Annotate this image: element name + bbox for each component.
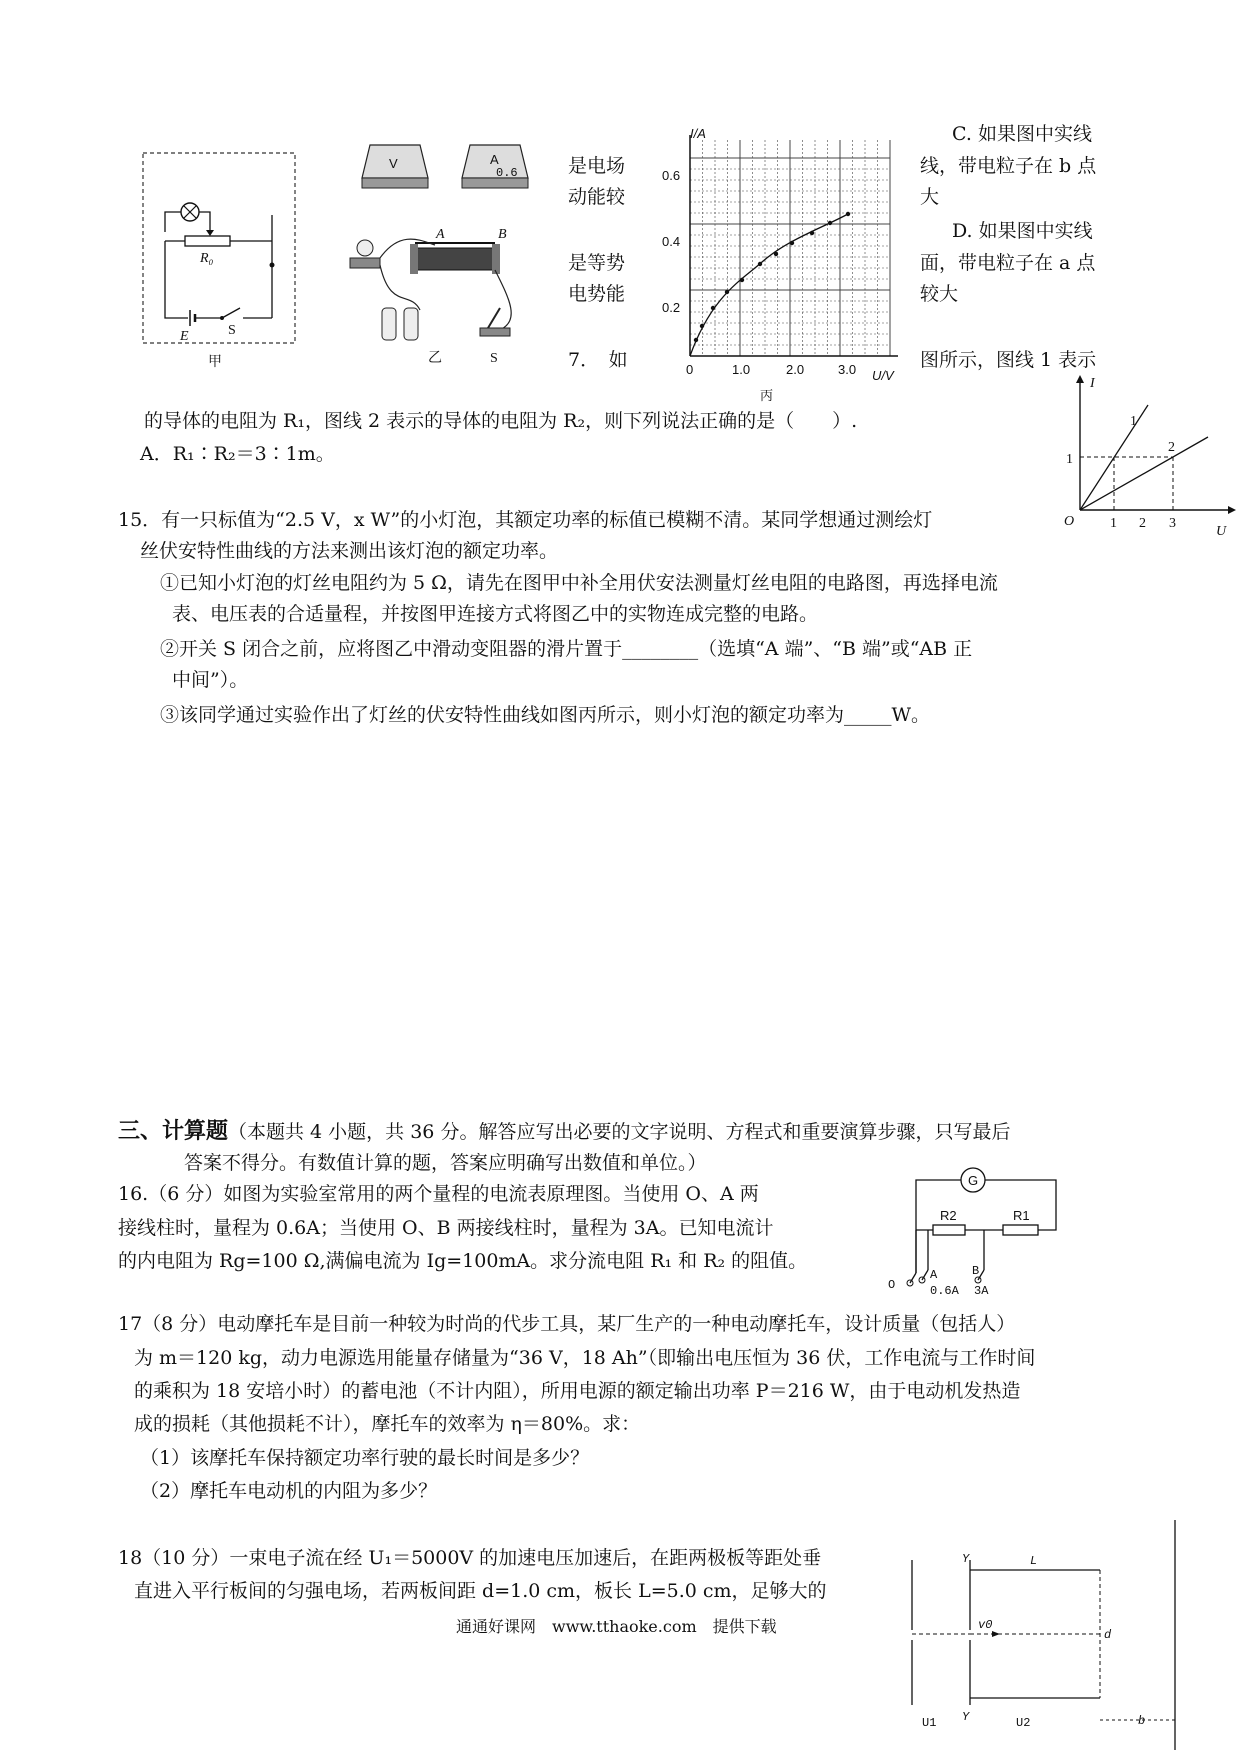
q15-line-6: 中间”）。 xyxy=(172,669,249,691)
svg-text:U2: U2 xyxy=(1016,1716,1031,1730)
svg-text:B: B xyxy=(972,1264,980,1278)
fragment-right-4: D. 如果图中实线 xyxy=(952,220,1093,242)
figure-yi-apparatus xyxy=(340,140,540,370)
q15-line-4: 表、电压表的合适量程，并按图甲连接方式将图乙中的实物连成完整的电路。 xyxy=(172,603,819,625)
data-point xyxy=(700,324,704,328)
rheostat-icon xyxy=(410,227,507,274)
fragment-right-2: 线，带电粒子在 b 点 xyxy=(920,155,1097,177)
svg-text:1: 1 xyxy=(1066,452,1073,467)
q16-line-2: 接线柱时，量程为 0.6A；当使用 O、B 两接线柱时，量程为 3A。已知电流计 xyxy=(118,1217,774,1239)
q18-line-1: 18（10 分）一束电子流在经 U₁＝5000V 的加速电压加速后，在距两极板等距处垂 xyxy=(118,1547,822,1569)
resistor-r1 xyxy=(1003,1225,1038,1235)
svg-text:2.0: 2.0 xyxy=(786,362,805,377)
svg-text:B: B xyxy=(498,227,507,242)
data-point xyxy=(790,241,794,245)
q15-line-2: 丝伏安特性曲线的方法来测出该灯泡的额定功率。 xyxy=(140,540,559,562)
svg-text:0.6: 0.6 xyxy=(662,168,681,183)
svg-text:0.6: 0.6 xyxy=(496,166,518,180)
svg-text:R2: R2 xyxy=(940,1208,957,1223)
svg-text:Y: Y xyxy=(962,1552,970,1566)
q17-line-3: 的乘积为 18 安培小时）的蓄电池（不计内阻），所用电源的额定输出功率 P＝216 W，由于电动机发热造 xyxy=(134,1380,1021,1402)
svg-text:2: 2 xyxy=(1168,440,1175,455)
section-3-line-2: 答案不得分。有数值计算的题，答案应明确写出数值和单位。） xyxy=(184,1152,707,1174)
svg-text:甲: 甲 xyxy=(208,355,222,370)
rheostat-r0 xyxy=(185,236,230,246)
svg-text:3A: 3A xyxy=(974,1284,989,1298)
svg-text:R₀: R₀ xyxy=(200,251,214,266)
ammeter-icon xyxy=(462,145,528,188)
q17-line-6: （2）摩托车电动机的内阻为多少？ xyxy=(140,1480,438,1502)
svg-text:U/V: U/V xyxy=(872,368,894,383)
svg-text:b: b xyxy=(1138,1714,1146,1728)
q17-line-2: 为 m＝120 kg，动力电源选用能量存储量为“36 V，18 Ah”（即输出电压恒为 36 伏，工作电流与工作时间 xyxy=(134,1347,1036,1369)
data-point xyxy=(740,278,744,282)
svg-text:3.0: 3.0 xyxy=(838,362,857,377)
figure-deflection xyxy=(900,1520,1190,1750)
footer: 通通好课网 www.tthaoke.com 提供下载 xyxy=(456,1617,777,1636)
fragment-right-1: C. 如果图中实线 xyxy=(952,123,1092,145)
svg-text:A: A xyxy=(930,1268,938,1282)
fragment-mid-3: 是等势 xyxy=(568,252,626,274)
svg-text:A: A xyxy=(436,227,445,242)
data-point xyxy=(828,221,832,225)
section-3-title: 三、计算题 xyxy=(118,1118,229,1144)
figure-bing-graph xyxy=(662,126,912,405)
svg-text:v0: v0 xyxy=(978,1618,993,1632)
section-3-heading xyxy=(118,1118,1010,1145)
svg-text:S: S xyxy=(228,323,236,338)
q17-line-1: 17（8 分）电动摩托车是目前一种较为时尚的代步工具，某厂生产的一种电动摩托车，设计质量（包括人） xyxy=(118,1313,1016,1335)
svg-text:1: 1 xyxy=(1130,414,1137,429)
q15-line-1: 15．有一只标值为“2.5 V，x W”的小灯泡，其额定功率的标值已模糊不清。某同学想通过测绘灯 xyxy=(118,509,933,531)
q15-line-7: ③该同学通过实验作出了灯丝的伏安特性曲线如图丙所示，则小灯泡的额定功率为_____W。 xyxy=(160,704,931,726)
fragment-right-7: 图所示，图线 1 表示 xyxy=(920,349,1097,371)
svg-text:L: L xyxy=(1030,1554,1038,1568)
iu-curve xyxy=(690,214,848,356)
fragment-right-5: 面，带电粒子在 a 点 xyxy=(920,252,1096,274)
q7-option-a: A．R₁∶R₂＝3∶1m。 xyxy=(140,443,335,465)
svg-text:V: V xyxy=(389,156,398,171)
svg-text:O: O xyxy=(1064,514,1075,529)
svg-text:O: O xyxy=(888,1278,896,1292)
svg-text:S: S xyxy=(490,351,498,366)
bulb-icon xyxy=(350,240,380,268)
data-point xyxy=(774,252,778,256)
svg-text:乙: 乙 xyxy=(428,351,442,366)
data-point xyxy=(810,231,814,235)
data-point xyxy=(711,306,715,310)
svg-text:G: G xyxy=(968,1173,979,1188)
fragment-mid-2: 动能较 xyxy=(568,186,626,208)
svg-text:I: I xyxy=(1090,376,1095,391)
data-point xyxy=(694,338,698,342)
svg-text:3: 3 xyxy=(1169,516,1176,531)
fragment-mid-5: 7． 如 xyxy=(568,349,628,371)
data-point xyxy=(758,262,762,266)
fragment-right-6: 较大 xyxy=(920,283,959,305)
svg-text:A: A xyxy=(490,152,499,167)
figure-iu-lines xyxy=(1064,375,1238,539)
svg-text:0.6A: 0.6A xyxy=(930,1284,959,1298)
svg-text:1: 1 xyxy=(1110,516,1117,531)
resistor-r2 xyxy=(933,1225,965,1235)
svg-text:R1: R1 xyxy=(1013,1208,1030,1223)
svg-text:Y: Y xyxy=(962,1710,970,1724)
svg-text:丙: 丙 xyxy=(760,388,774,403)
svg-text:E: E xyxy=(180,329,189,344)
svg-text:0.4: 0.4 xyxy=(662,234,681,249)
svg-text:d: d xyxy=(1104,1628,1112,1642)
svg-text:2: 2 xyxy=(1139,516,1146,531)
switch-s-icon xyxy=(222,308,240,318)
q16-line-3: 的内电阻为 Rg=100 Ω,满偏电流为 Ig=100mA。求分流电阻 R₁ 和 R₂ 的阻值。 xyxy=(118,1250,808,1272)
svg-text:U1: U1 xyxy=(922,1716,937,1730)
figure-jia-circuit xyxy=(140,150,300,375)
voltmeter-icon xyxy=(362,145,428,188)
fragment-mid-4: 电势能 xyxy=(568,283,626,305)
q16-line-1: 16.（6 分）如图为实验室常用的两个量程的电流表原理图。当使用 O、A 两 xyxy=(118,1183,759,1205)
q17-line-5: （1）该摩托车保持额定功率行驶的最长时间是多少？ xyxy=(140,1447,590,1469)
iu-line-2 xyxy=(1080,437,1208,510)
data-point xyxy=(725,290,729,294)
q15-line-3: ①已知小灯泡的灯丝电阻约为 5 Ω，请先在图甲中补全用伏安法测量灯丝电阻的电路图，再选择电流 xyxy=(160,572,998,594)
q15-line-5: ②开关 S 闭合之前，应将图乙中滑动变阻器的滑片置于________（选填“A 端”、“B 端”或“AB 正 xyxy=(160,638,973,660)
svg-text:0.2: 0.2 xyxy=(662,300,681,315)
data-point xyxy=(846,212,850,216)
fragment-mid-1: 是电场 xyxy=(568,155,626,177)
q17-line-4: 成的损耗（其他损耗不计），摩托车的效率为 η＝80%。求： xyxy=(134,1413,641,1435)
q7-line-1: 的导体的电阻为 R₁，图线 2 表示的导体的电阻为 R₂，则下列说法正确的是（ ）. xyxy=(144,410,858,432)
svg-text:0: 0 xyxy=(686,362,694,377)
battery-pair-icon xyxy=(382,308,418,340)
svg-text:1.0: 1.0 xyxy=(732,362,751,377)
svg-text:I/A: I/A xyxy=(690,126,706,141)
switch-icon xyxy=(480,308,510,366)
figure-ammeter-circuit xyxy=(878,1148,1078,1298)
q18-line-2: 直进入平行板间的匀强电场，若两板间距 d=1.0 cm，板长 L=5.0 cm，足够大的 xyxy=(134,1580,827,1602)
section-3-intro: （本题共 4 小题，共 36 分。解答应写出必要的文字说明、方程式和重要演算步骤，只写最后 xyxy=(228,1121,1011,1143)
fragment-right-3: 大 xyxy=(920,186,940,208)
svg-text:U: U xyxy=(1216,524,1227,539)
